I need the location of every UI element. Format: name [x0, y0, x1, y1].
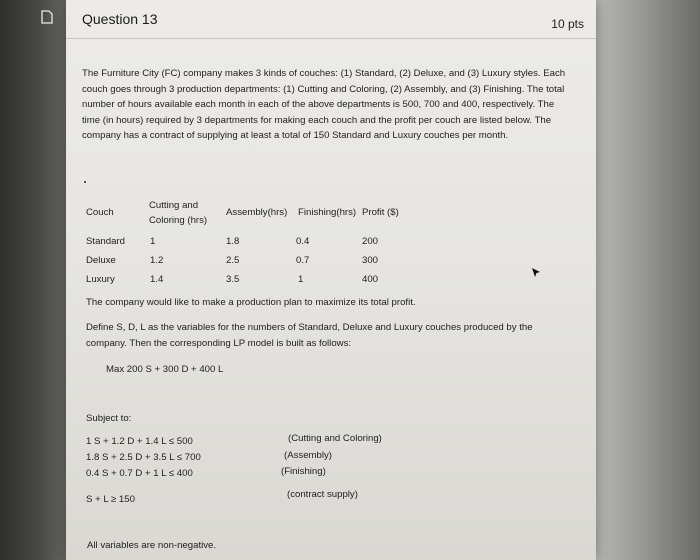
table-cell-finishing: 1 [298, 274, 304, 285]
question-title: Question 13 [82, 11, 158, 27]
table-cell-profit: 300 [362, 255, 379, 266]
table-cell-profit: 200 [362, 236, 379, 247]
table-header-cutting-line2: Coloring (hrs) [149, 215, 208, 226]
table-header-finishing: Finishing(hrs) [298, 207, 357, 218]
mouse-cursor-icon [531, 266, 541, 278]
non-negativity-note: All variables are non-negative. [87, 540, 217, 551]
stray-dot [84, 181, 86, 183]
constraint-label: (contract supply) [287, 489, 358, 500]
table-cell-assembly: 3.5 [226, 274, 240, 285]
table-cell-couch: Luxury [86, 274, 115, 285]
table-header-cutting-line1: Cutting and [149, 200, 199, 211]
table-cell-couch: Deluxe [86, 255, 116, 266]
table-header-profit: Profit ($) [362, 207, 399, 218]
define-text: Define S, D, L as the variables for the numbers of Standard, Deluxe and Luxury couches produced by the company. Then the corresponding LP model is built as follows: [86, 322, 533, 349]
table-header-cutting [149, 198, 207, 228]
constraint-expression: 1.8 S + 2.5 D + 3.5 L ≤ 700 [86, 452, 201, 463]
photo-background-right [590, 0, 700, 560]
photo-background-left [0, 0, 70, 560]
subject-to-label: Subject to: [86, 413, 132, 424]
problem-description: The Furniture City (FC) company makes 3 kinds of couches: (1) Standard, (2) Deluxe, and (3) Luxury styles. Each couch goes through 3 production departments: (1) Cutting and Coloring, (2) Assembly, and (3) Finishing. The total number of hours available each month in each of the above departments is 500, 700 and 400, respectively. The time (in hours) required by 3 departments for making each couch and the profit per couch are listed below. The company has a contract of supplying at least a total of 150 Standard and Luxury couches per month. [82, 68, 566, 141]
table-cell-profit: 400 [362, 274, 379, 285]
table-cell-finishing: 0.7 [296, 255, 310, 266]
objective-function: Max 200 S + 300 D + 400 L [106, 364, 224, 375]
constraint-expression: S + L ≥ 150 [86, 494, 135, 505]
goal-text: The company would like to make a production plan to maximize its total profit. [86, 297, 416, 308]
question-header [66, 0, 596, 39]
table-cell-cutting: 1.2 [150, 255, 164, 266]
table-cell-assembly: 1.8 [226, 236, 240, 247]
constraint-label: (Cutting and Coloring) [288, 433, 382, 444]
table-cell-couch: Standard [86, 236, 125, 247]
question-paper [66, 0, 596, 560]
constraint-expression: 1 S + 1.2 D + 1.4 L ≤ 500 [86, 436, 193, 447]
table-cell-finishing: 0.4 [296, 236, 310, 247]
constraint-label: (Finishing) [281, 466, 326, 477]
constraint-label: (Assembly) [284, 450, 332, 461]
table-header-assembly: Assembly(hrs) [226, 207, 288, 218]
table-cell-cutting: 1.4 [150, 274, 164, 285]
table-header-couch: Couch [86, 207, 114, 218]
table-cell-cutting: 1 [150, 236, 156, 247]
question-points: 10 pts [551, 17, 584, 31]
constraint-expression: 0.4 S + 0.7 D + 1 L ≤ 400 [86, 468, 193, 479]
document-icon [40, 10, 54, 24]
table-cell-assembly: 2.5 [226, 255, 240, 266]
